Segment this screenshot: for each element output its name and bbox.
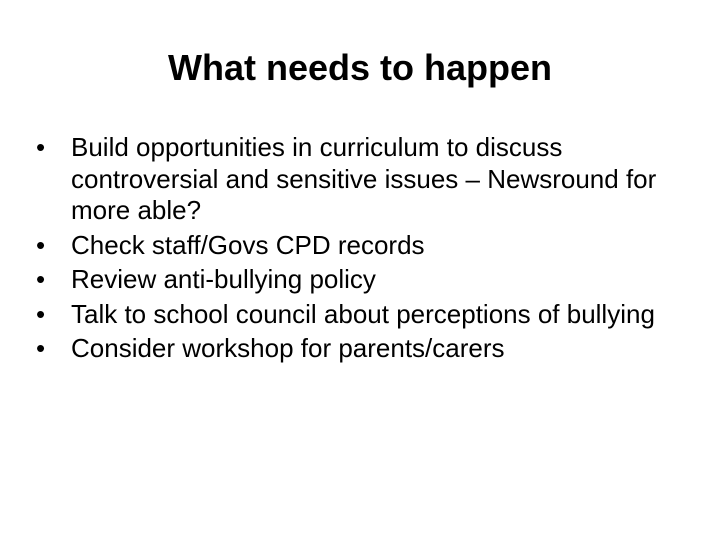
bullet-text: Consider workshop for parents/carers: [71, 333, 505, 363]
bullet-text: Talk to school council about perceptions of bullying: [71, 298, 655, 329]
bullet-text: Check staff/Govs CPD records: [71, 229, 425, 260]
bullet-text: Build opportunities in curriculum to discuss controversial and sensitive issues – Newsround for more able?: [71, 132, 657, 225]
bullet-dot-icon: •: [36, 333, 46, 363]
bullet-item: [36, 132, 676, 227]
bullet-list: [36, 132, 676, 368]
bullet-dot-icon: •: [36, 298, 46, 329]
bullet-item: [36, 264, 676, 296]
bullet-item: [36, 299, 676, 331]
bullet-dot-icon: •: [36, 264, 46, 294]
bullet-dot-icon: •: [36, 229, 46, 260]
bullet-dot-icon: •: [36, 132, 46, 162]
slide-title: What needs to happen: [167, 47, 552, 88]
bullet-text: Review anti-bullying policy: [71, 264, 376, 294]
bullet-item: [36, 230, 676, 262]
bullet-item: [36, 333, 676, 365]
